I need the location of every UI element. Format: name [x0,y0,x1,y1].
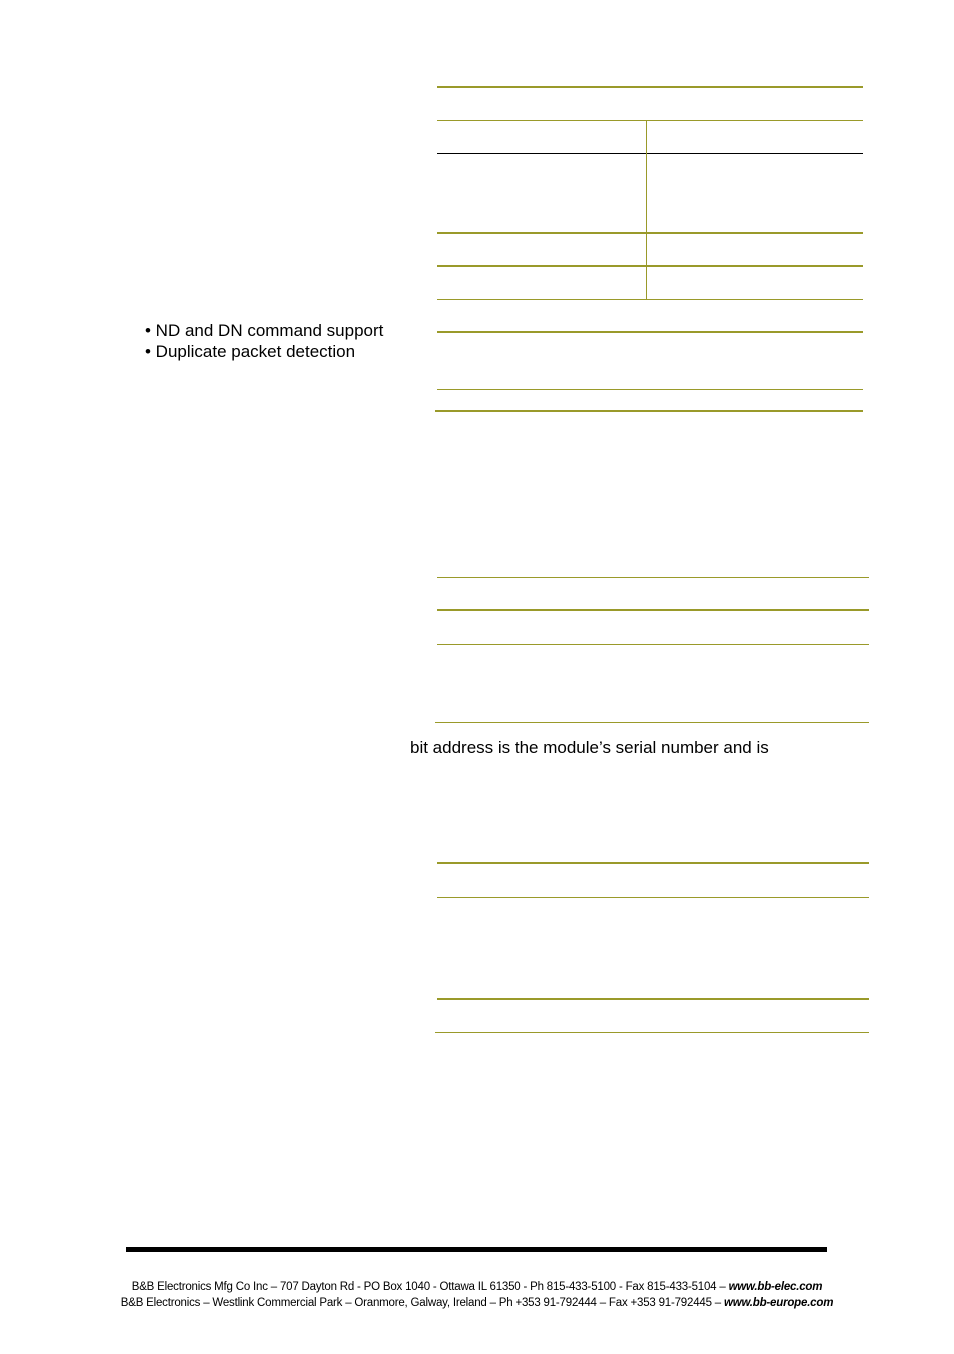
table-rule [435,1032,869,1033]
footer-line-2 [0,1297,954,1309]
table-rule [437,265,863,267]
table-rule [437,577,869,578]
table-rule [437,998,869,1000]
feature-list [145,320,383,362]
table-rule [435,722,869,723]
body-text-fragment: bit address is the module’s serial number and is [410,738,769,757]
table-rule [437,644,869,645]
list-item: • ND and DN command support [145,321,384,340]
table-rule [437,389,863,390]
table-rule [437,153,863,154]
table-rule [437,232,863,234]
table-rule [437,609,869,611]
footer-rule [126,1247,827,1252]
footer-link-us[interactable]: www.bb-elec.com [728,1281,823,1293]
list-item: • Duplicate packet detection [145,342,356,361]
footer-line-1 [0,1281,954,1293]
table-rule [435,410,863,412]
table-column-divider [646,120,647,299]
footer-link-eu[interactable]: www.bb-europe.com [723,1297,834,1309]
table-rule [437,299,863,300]
table-rule [437,897,869,898]
table-rule [437,120,863,121]
table-rule [437,862,869,864]
table-rule [437,331,863,333]
footer-address-us: B&B Electronics Mfg Co Inc – 707 Dayton Rd - PO Box 1040 - Ottawa IL 61350 - Ph 815-433-5100 - Fax 815-433-5104 – [131,1281,729,1293]
footer-address-eu: B&B Electronics – Westlink Commercial Park – Oranmore, Galway, Ireland – Ph +353 91-792444 – Fax +353 91-792445 – [120,1297,724,1309]
table-rule [437,86,863,88]
